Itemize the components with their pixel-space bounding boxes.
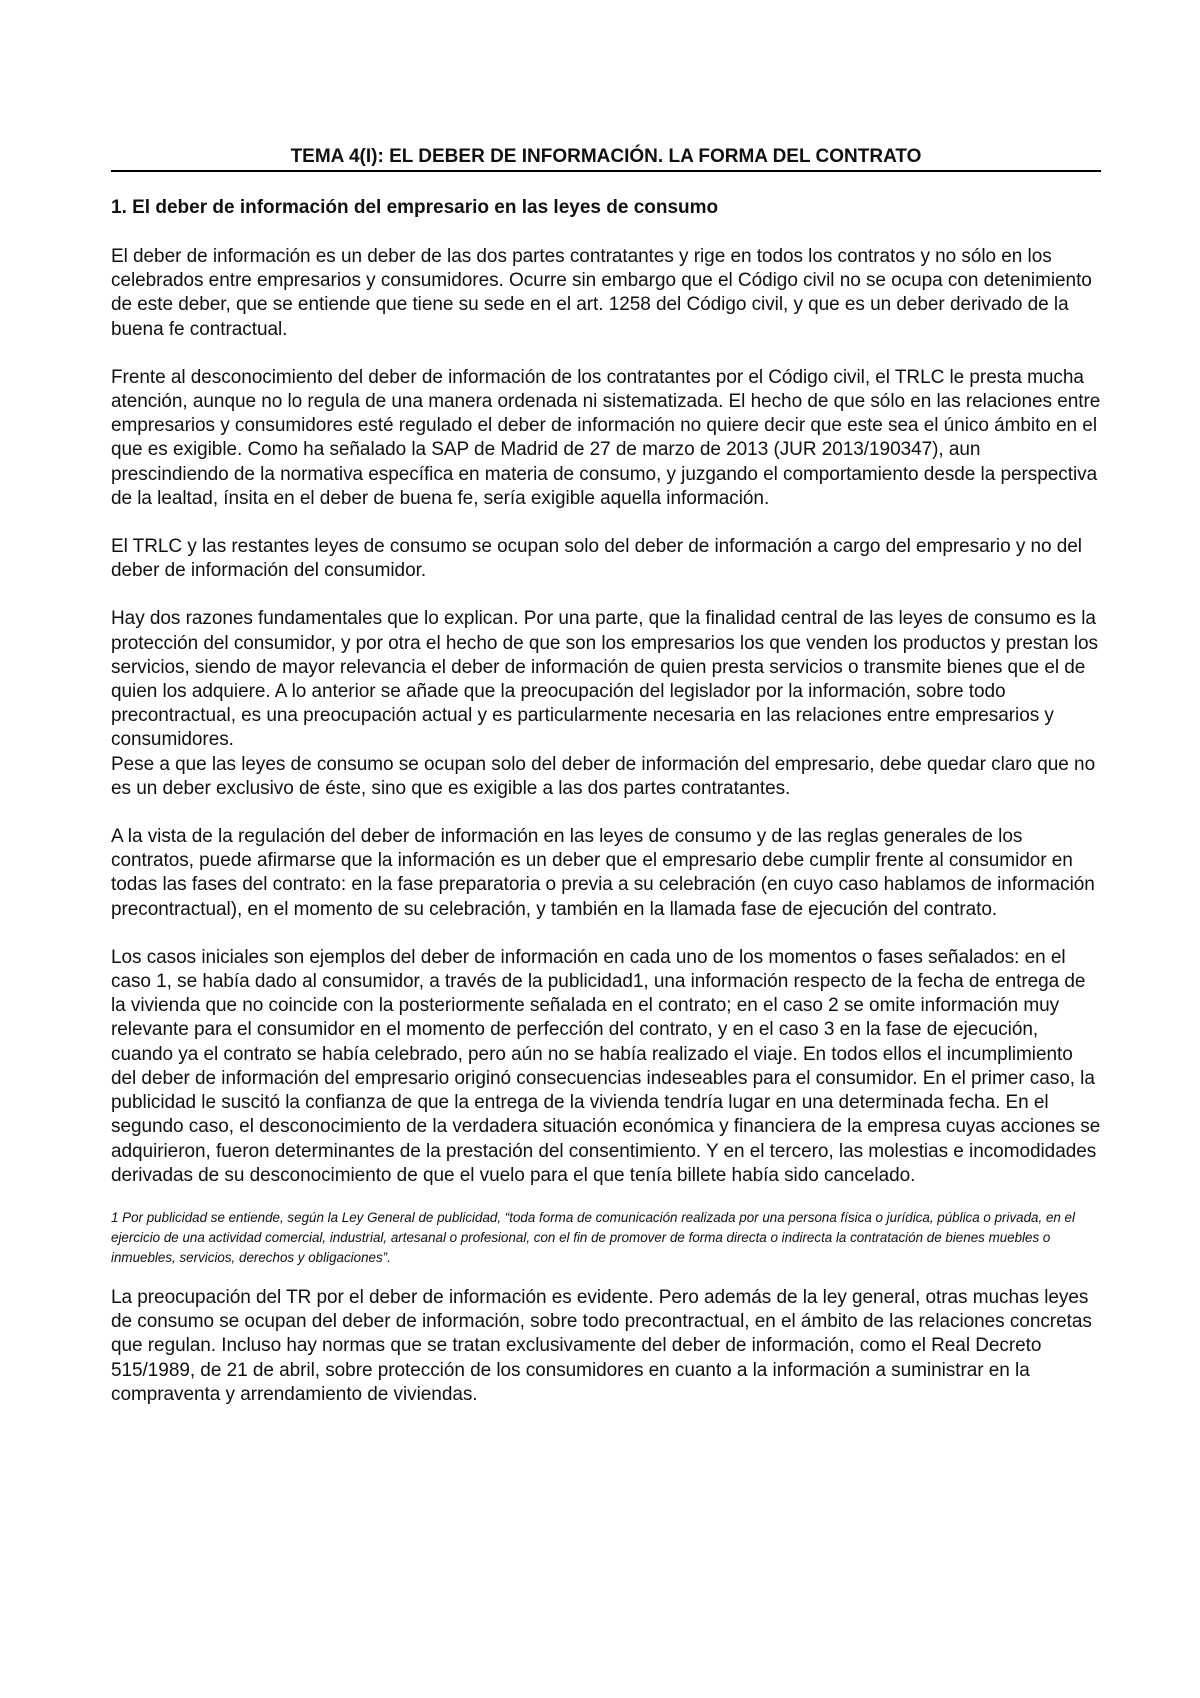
paragraph: A la vista de la regulación del deber de información en las leyes de consumo y de las reglas generales de los contratos, puede afirmarse que la información es un deber que el empresario debe cumplir frente al consumidor en todas las fases del contrato: en la fase preparatoria o previa a su celebración (en cuyo caso hablamos de información precontractual), en el momento de su celebración, y también en la llamada fase de ejecución del contrato.: [111, 826, 1095, 920]
footnote: 1 Por publicidad se entiende, según la Ley General de publicidad, “toda forma de comunicación realizada por una persona física o jurídica, pública o privada, en el ejercicio de una actividad comercial, industrial, artesanal o profesional, con el fin de promover de forma directa o indirecta la contratación de bienes muebles o inmuebles, servicios, derechos y obligaciones”.: [111, 1209, 1075, 1265]
paragraph: Hay dos razones fundamentales que lo explican. Por una parte, que la finalidad central de las leyes de consumo es la protección del consumidor, y por otra el hecho de que son los empresarios los que venden los productos y prestan los servicios, siendo de mayor relevancia el deber de información de quien presta servicios o transmite bienes que el de quien los adquiere. A lo anterior se añade que la preocupación del legislador por la información, sobre todo precontractual, es una preocupación actual y es particularmente necesaria en las relaciones entre empresarios y consumidores.: [111, 608, 1098, 751]
paragraph: El TRLC y las restantes leyes de consumo se ocupan solo del deber de información a cargo del empresario y no del deber de información del consumidor.: [111, 536, 1082, 582]
paragraph: Pese a que las leyes de consumo se ocupan solo del deber de información del empresario, debe quedar claro que no es un deber exclusivo de éste, sino que es exigible a las dos partes contratantes.: [111, 753, 1096, 799]
paragraph: Frente al desconocimiento del deber de información de los contratantes por el Código civil, el TRLC le presta mucha atención, aunque no lo regula de una manera ordenada ni sistematizada. El hecho de que sólo en las relaciones entre empresarios y consumidores esté regulado el deber de información no quiere decir que este sea el único ámbito en el que es exigible. Como ha señalado la SAP de Madrid de 27 de marzo de 2013 (JUR 2013/190347), aun prescindiendo de la normativa específica en materia de consumo, y juzgando el comportamiento desde la perspectiva de la lealtad, ínsita en el deber de buena fe, sería exigible aquella información.: [111, 366, 1101, 509]
paragraph: Los casos iniciales son ejemplos del deber de información en cada uno de los momentos o fases señalados: en el caso 1, se había dado al consumidor, a través de la publicidad1, una información respecto de la fecha de entrega de la vivienda que no coincide con la posteriormente señalada en el contrato; en el caso 2 se omite información muy relevante para el consumidor en el momento de perfección del contrato, y en el caso 3 en la fase de ejecución, cuando ya el contrato se había celebrado, pero aún no se había realizado el viaje. En todos ellos el incumplimiento del deber de información del empresario originó consecuencias indeseables para el consumidor. En el primer caso, la publicidad le suscitó la confianza de que la entrega de la vivienda tendría lugar en una determinada fecha. En el segundo caso, el desconocimiento de la verdadera situación económica y financiera de la empresa cuyas acciones se adquirieron, fueron determinantes de la prestación del consentimiento. Y en el tercero, las molestias e incomodidades derivadas de su desconocimiento de que el vuelo para el que tenía billete había sido cancelado.: [111, 946, 1101, 1186]
document-title: TEMA 4(I): EL DEBER DE INFORMACIÓN. LA FORMA DEL CONTRATO: [111, 146, 1101, 172]
section-heading: 1. El deber de información del empresario en las leyes de consumo: [111, 197, 719, 218]
document-page: [111, 146, 1101, 1407]
paragraph: El deber de información es un deber de las dos partes contratantes y rige en todos los contratos y no sólo en los celebrados entre empresarios y consumidores. Ocurre sin embargo que el Código civil no se ocupa con detenimiento de este deber, que se entiende que tiene su sede en el art. 1258 del Código civil, y que es un deber derivado de la buena fe contractual.: [111, 246, 1092, 340]
paragraph: La preocupación del TR por el deber de información es evidente. Pero además de la ley general, otras muchas leyes de consumo se ocupan del deber de información, sobre todo precontractual, en el ámbito de las relaciones concretas que regulan. Incluso hay normas que se tratan exclusivamente del deber de información, como el Real Decreto 515/1989, de 21 de abril, sobre protección de los consumidores en cuanto a la información a suministrar en la compraventa y arrendamiento de viviendas.: [111, 1286, 1092, 1405]
